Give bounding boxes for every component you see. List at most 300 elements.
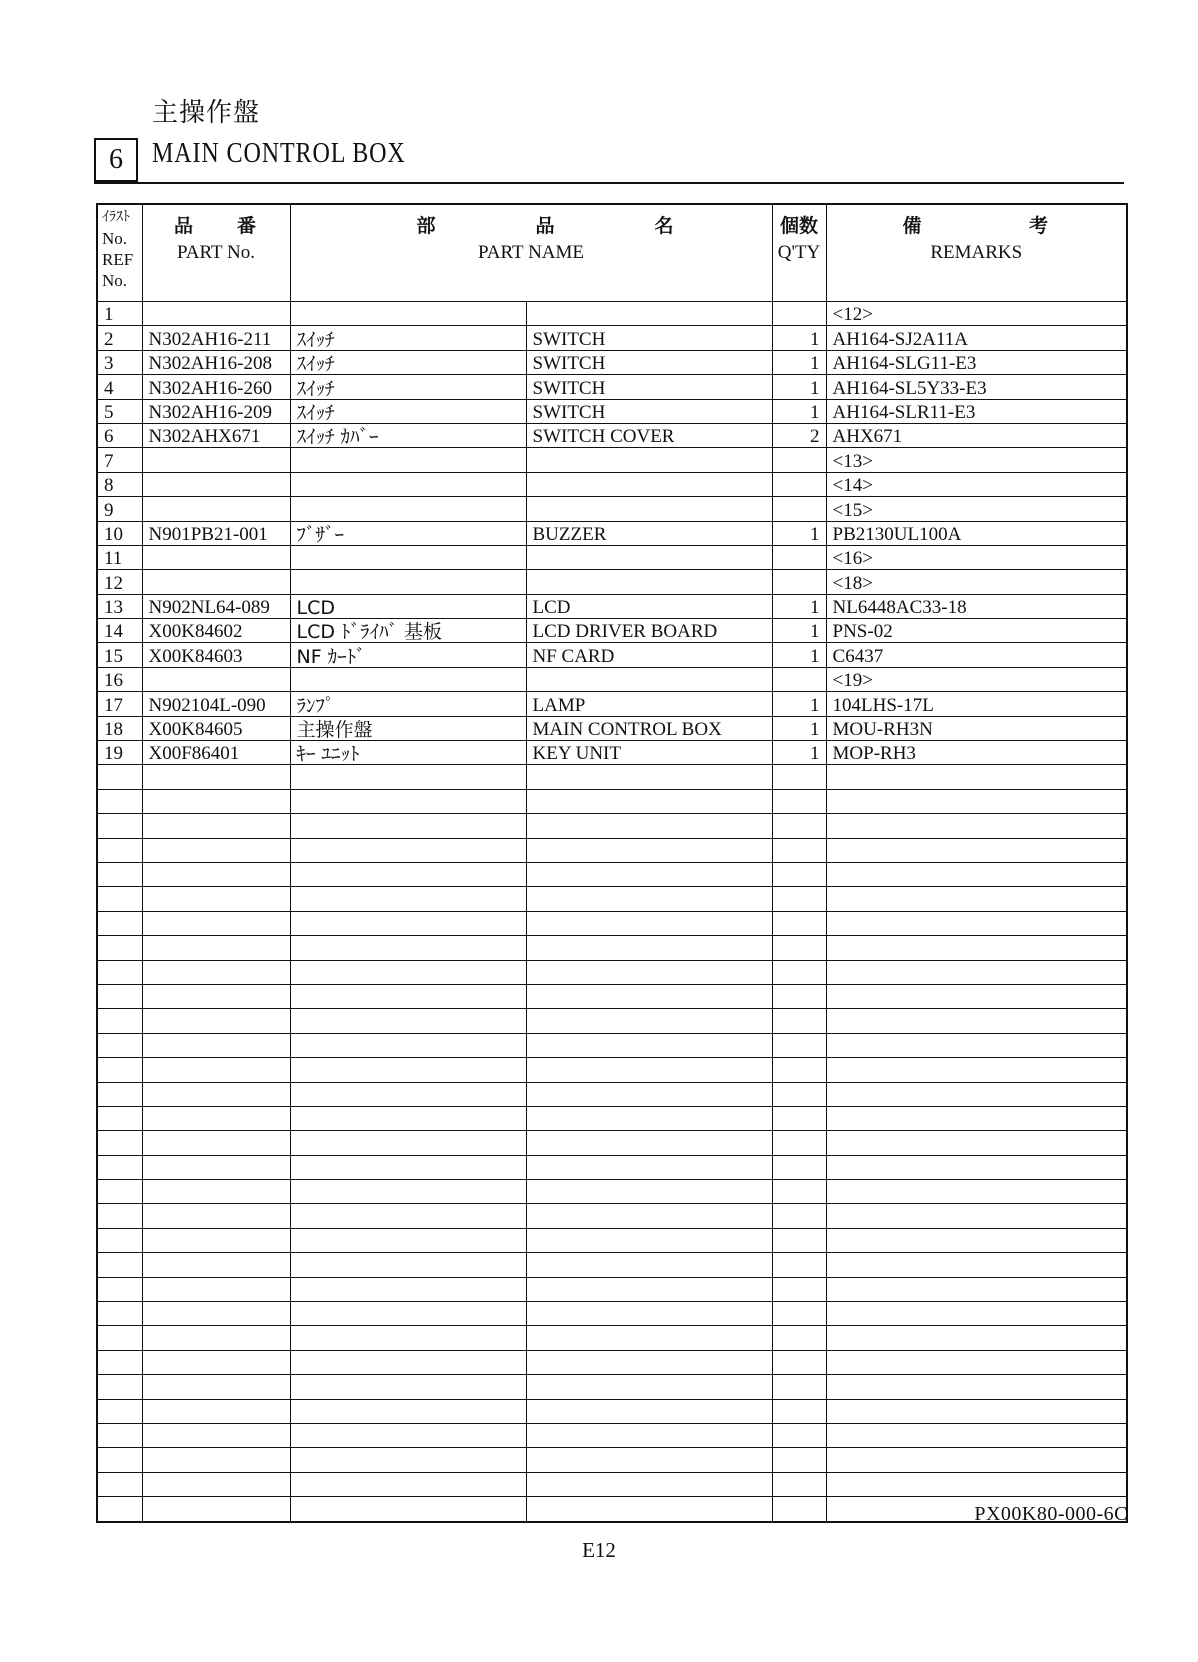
empty-cell [142, 1277, 290, 1301]
cell-part-no: N302AHX671 [142, 423, 290, 447]
cell-part-no: X00K84602 [142, 619, 290, 643]
empty-cell [290, 887, 526, 911]
cell-ref: 4 [97, 375, 142, 399]
empty-cell [826, 1472, 1127, 1496]
cell-ref: 1 [97, 302, 142, 326]
cell-part-no: N302AH16-209 [142, 399, 290, 423]
cell-qty [772, 497, 826, 521]
empty-cell [772, 814, 826, 838]
cell-name-jp: ｽｲｯﾁ [290, 326, 526, 350]
header-ref-line3: REF [102, 250, 134, 269]
empty-cell [142, 1497, 290, 1522]
header-ref-line4: No. [102, 271, 128, 290]
empty-cell [142, 1033, 290, 1057]
empty-cell [772, 1399, 826, 1423]
header-remarks-jp1: 備 [902, 215, 924, 237]
header-ref-line2: No. [102, 229, 128, 248]
cell-remarks: NL6448AC33-18 [826, 594, 1127, 618]
cell-remarks: AHX671 [826, 423, 1127, 447]
empty-cell [772, 1058, 826, 1082]
header-remarks-jp2: 考 [1029, 215, 1051, 237]
empty-cell [290, 1228, 526, 1252]
empty-cell [526, 1472, 772, 1496]
empty-cell [142, 1350, 290, 1374]
cell-part-no [142, 497, 290, 521]
cell-part-no: N902104L-090 [142, 692, 290, 716]
header-remarks-en: REMARKS [930, 242, 1023, 263]
empty-cell [97, 1204, 142, 1228]
empty-cell [772, 1350, 826, 1374]
empty-cell [826, 1082, 1127, 1106]
empty-cell [290, 814, 526, 838]
empty-cell [772, 960, 826, 984]
empty-cell [142, 862, 290, 886]
cell-remarks: AH164-SJ2A11A [826, 326, 1127, 350]
empty-table-row [97, 936, 1127, 960]
empty-cell [97, 1472, 142, 1496]
cell-part-no: N302AH16-208 [142, 350, 290, 374]
cell-qty: 1 [772, 716, 826, 740]
empty-cell [772, 1131, 826, 1155]
empty-cell [142, 838, 290, 862]
cell-name-jp [290, 497, 526, 521]
empty-cell [826, 765, 1127, 789]
empty-cell [526, 814, 772, 838]
empty-cell [772, 1302, 826, 1326]
empty-cell [97, 1009, 142, 1033]
cell-name-en: SWITCH [526, 399, 772, 423]
empty-cell [97, 838, 142, 862]
empty-cell [290, 1253, 526, 1277]
empty-cell [290, 1448, 526, 1472]
empty-cell [772, 1253, 826, 1277]
empty-cell [826, 838, 1127, 862]
cell-name-jp [290, 545, 526, 569]
empty-cell [526, 1253, 772, 1277]
cell-qty: 1 [772, 692, 826, 716]
empty-cell [526, 1375, 772, 1399]
cell-part-no: X00K84605 [142, 716, 290, 740]
empty-cell [526, 1033, 772, 1057]
empty-cell [772, 984, 826, 1008]
cell-name-en [526, 545, 772, 569]
table-row [97, 350, 1127, 374]
header-part-name-jp1: 部 [416, 215, 438, 237]
empty-cell [97, 936, 142, 960]
cell-qty: 1 [772, 521, 826, 545]
cell-name-en [526, 667, 772, 691]
empty-cell [142, 1204, 290, 1228]
empty-cell [290, 936, 526, 960]
empty-cell [290, 862, 526, 886]
cell-qty: 1 [772, 619, 826, 643]
empty-cell [97, 1302, 142, 1326]
empty-cell [772, 936, 826, 960]
empty-cell [290, 1277, 526, 1301]
empty-cell [526, 1228, 772, 1252]
empty-table-row [97, 838, 1127, 862]
cell-name-en [526, 302, 772, 326]
empty-cell [97, 1058, 142, 1082]
empty-cell [772, 1277, 826, 1301]
cell-name-en [526, 472, 772, 496]
parts-table [96, 203, 1128, 1523]
empty-table-row [97, 1082, 1127, 1106]
empty-table-row [97, 1302, 1127, 1326]
cell-qty: 1 [772, 594, 826, 618]
empty-cell [142, 1131, 290, 1155]
empty-cell [526, 887, 772, 911]
header-remarks [826, 204, 1127, 302]
empty-table-row [97, 1033, 1127, 1057]
cell-qty [772, 570, 826, 594]
table-row [97, 667, 1127, 691]
empty-cell [526, 1106, 772, 1130]
empty-table-row [97, 1448, 1127, 1472]
cell-part-no: N902NL64-089 [142, 594, 290, 618]
empty-cell [826, 1326, 1127, 1350]
cell-ref: 14 [97, 619, 142, 643]
cell-name-jp: LCD [290, 594, 526, 618]
empty-cell [826, 960, 1127, 984]
cell-ref: 18 [97, 716, 142, 740]
empty-cell [526, 1399, 772, 1423]
cell-name-jp: ﾗﾝﾌﾟ [290, 692, 526, 716]
cell-ref: 19 [97, 741, 142, 765]
table-row [97, 448, 1127, 472]
empty-cell [826, 814, 1127, 838]
cell-part-no: X00K84603 [142, 643, 290, 667]
cell-name-en: LAMP [526, 692, 772, 716]
cell-name-en: LCD [526, 594, 772, 618]
empty-cell [97, 862, 142, 886]
empty-cell [142, 1082, 290, 1106]
empty-cell [97, 1131, 142, 1155]
empty-cell [97, 1155, 142, 1179]
empty-cell [526, 1277, 772, 1301]
empty-cell [290, 1302, 526, 1326]
empty-cell [826, 1302, 1127, 1326]
cell-qty: 1 [772, 350, 826, 374]
empty-cell [290, 1106, 526, 1130]
empty-cell [826, 911, 1127, 935]
cell-name-jp [290, 302, 526, 326]
cell-part-no: X00F86401 [142, 741, 290, 765]
empty-cell [142, 984, 290, 1008]
cell-qty [772, 667, 826, 691]
empty-cell [97, 1448, 142, 1472]
empty-cell [772, 911, 826, 935]
empty-cell [142, 1399, 290, 1423]
empty-cell [826, 1253, 1127, 1277]
table-row [97, 472, 1127, 496]
empty-cell [142, 1472, 290, 1496]
cell-name-en: NF CARD [526, 643, 772, 667]
empty-cell [97, 1228, 142, 1252]
header-qty [772, 204, 826, 302]
cell-ref: 5 [97, 399, 142, 423]
empty-cell [826, 1375, 1127, 1399]
empty-cell [290, 838, 526, 862]
empty-cell [826, 1009, 1127, 1033]
empty-cell [826, 1277, 1127, 1301]
cell-part-no [142, 302, 290, 326]
japanese-title: 主操作盤 [152, 98, 261, 128]
empty-table-row [97, 1350, 1127, 1374]
table-row [97, 545, 1127, 569]
empty-cell [772, 1204, 826, 1228]
empty-cell [826, 984, 1127, 1008]
cell-name-jp: ｽｲｯﾁ ｶﾊﾞｰ [290, 423, 526, 447]
empty-cell [526, 1155, 772, 1179]
empty-cell [826, 1350, 1127, 1374]
cell-qty [772, 545, 826, 569]
empty-cell [290, 1472, 526, 1496]
empty-cell [526, 984, 772, 1008]
empty-cell [97, 1277, 142, 1301]
empty-cell [97, 1497, 142, 1522]
empty-cell [526, 1423, 772, 1447]
cell-remarks: <19> [826, 667, 1127, 691]
empty-cell [290, 1204, 526, 1228]
cell-name-jp: NF ｶｰﾄﾞ [290, 643, 526, 667]
cell-remarks: MOP-RH3 [826, 741, 1127, 765]
empty-cell [526, 960, 772, 984]
empty-cell [526, 838, 772, 862]
empty-table-row [97, 1131, 1127, 1155]
empty-table-row [97, 1423, 1127, 1447]
cell-ref: 16 [97, 667, 142, 691]
table-row [97, 497, 1127, 521]
empty-cell [826, 1228, 1127, 1252]
empty-cell [826, 1399, 1127, 1423]
empty-cell [97, 960, 142, 984]
empty-table-row [97, 1106, 1127, 1130]
table-row [97, 643, 1127, 667]
empty-table-row [97, 862, 1127, 886]
empty-cell [142, 936, 290, 960]
empty-cell [772, 862, 826, 886]
empty-cell [97, 765, 142, 789]
empty-cell [826, 1155, 1127, 1179]
empty-cell [97, 1253, 142, 1277]
empty-cell [826, 887, 1127, 911]
empty-cell [142, 1180, 290, 1204]
cell-name-jp [290, 472, 526, 496]
empty-cell [142, 960, 290, 984]
empty-table-row [97, 1375, 1127, 1399]
cell-remarks: MOU-RH3N [826, 716, 1127, 740]
section-title: MAIN CONTROL BOX [152, 138, 406, 169]
empty-cell [142, 1253, 290, 1277]
empty-cell [772, 789, 826, 813]
empty-cell [142, 887, 290, 911]
table-row [97, 741, 1127, 765]
cell-part-no [142, 448, 290, 472]
cell-qty: 1 [772, 326, 826, 350]
cell-name-en: MAIN CONTROL BOX [526, 716, 772, 740]
empty-cell [772, 1009, 826, 1033]
empty-cell [142, 1448, 290, 1472]
empty-cell [97, 984, 142, 1008]
cell-ref: 15 [97, 643, 142, 667]
empty-cell [290, 911, 526, 935]
empty-cell [526, 862, 772, 886]
cell-name-jp: ｽｲｯﾁ [290, 375, 526, 399]
empty-cell [142, 1228, 290, 1252]
header-part-name-en: PART NAME [477, 242, 585, 263]
empty-cell [772, 1472, 826, 1496]
empty-table-row [97, 1277, 1127, 1301]
empty-cell [772, 1155, 826, 1179]
cell-part-no [142, 667, 290, 691]
header-qty-en: Q'TY [777, 242, 821, 263]
empty-cell [526, 1326, 772, 1350]
empty-table-row [97, 1009, 1127, 1033]
empty-table-row [97, 911, 1127, 935]
empty-cell [142, 1375, 290, 1399]
empty-cell [526, 936, 772, 960]
cell-qty: 1 [772, 643, 826, 667]
empty-cell [826, 1106, 1127, 1130]
empty-cell [290, 960, 526, 984]
empty-cell [142, 1423, 290, 1447]
empty-cell [290, 1180, 526, 1204]
table-row [97, 375, 1127, 399]
cell-qty: 1 [772, 375, 826, 399]
empty-table-row [97, 814, 1127, 838]
empty-cell [97, 1082, 142, 1106]
empty-cell [97, 887, 142, 911]
cell-ref: 8 [97, 472, 142, 496]
empty-cell [772, 1375, 826, 1399]
cell-part-no: N901PB21-001 [142, 521, 290, 545]
empty-cell [526, 1204, 772, 1228]
empty-cell [290, 1350, 526, 1374]
empty-cell [290, 1423, 526, 1447]
table-row [97, 302, 1127, 326]
empty-table-row [97, 1399, 1127, 1423]
cell-name-en: KEY UNIT [526, 741, 772, 765]
cell-name-jp: ｽｲｯﾁ [290, 350, 526, 374]
empty-cell [97, 1326, 142, 1350]
cell-qty: 1 [772, 399, 826, 423]
empty-cell [290, 1033, 526, 1057]
cell-name-en: BUZZER [526, 521, 772, 545]
cell-part-no [142, 472, 290, 496]
empty-cell [142, 789, 290, 813]
cell-remarks: AH164-SLG11-E3 [826, 350, 1127, 374]
empty-cell [772, 1448, 826, 1472]
empty-cell [290, 765, 526, 789]
empty-cell [97, 1399, 142, 1423]
header-part-name [290, 204, 772, 302]
cell-remarks: AH164-SL5Y33-E3 [826, 375, 1127, 399]
empty-cell [526, 1350, 772, 1374]
empty-cell [290, 1497, 526, 1522]
empty-cell [142, 1326, 290, 1350]
cell-remarks: <14> [826, 472, 1127, 496]
empty-cell [772, 1497, 826, 1522]
empty-cell [290, 1131, 526, 1155]
empty-cell [526, 765, 772, 789]
empty-cell [526, 1497, 772, 1522]
header-qty-jp: 個数 [780, 215, 819, 237]
empty-cell [526, 1448, 772, 1472]
empty-table-row [97, 1228, 1127, 1252]
cell-ref: 3 [97, 350, 142, 374]
cell-name-jp: ｽｲｯﾁ [290, 399, 526, 423]
cell-ref: 11 [97, 545, 142, 569]
empty-cell [290, 1326, 526, 1350]
cell-name-en: SWITCH COVER [526, 423, 772, 447]
cell-ref: 10 [97, 521, 142, 545]
cell-name-en: SWITCH [526, 375, 772, 399]
empty-cell [526, 1009, 772, 1033]
empty-cell [526, 1058, 772, 1082]
empty-table-row [97, 1155, 1127, 1179]
page-number: E12 [582, 1538, 616, 1562]
empty-table-row [97, 984, 1127, 1008]
empty-cell [826, 862, 1127, 886]
empty-cell [142, 765, 290, 789]
empty-cell [826, 1058, 1127, 1082]
empty-cell [290, 1375, 526, 1399]
empty-cell [290, 1058, 526, 1082]
cell-name-jp [290, 448, 526, 472]
cell-qty [772, 448, 826, 472]
cell-qty [772, 302, 826, 326]
empty-cell [97, 1375, 142, 1399]
cell-part-no: N302AH16-260 [142, 375, 290, 399]
cell-name-en: SWITCH [526, 326, 772, 350]
empty-table-row [97, 1326, 1127, 1350]
empty-cell [142, 1009, 290, 1033]
empty-cell [142, 1106, 290, 1130]
empty-table-row [97, 1204, 1127, 1228]
empty-cell [97, 1350, 142, 1374]
empty-cell [772, 765, 826, 789]
empty-cell [826, 1423, 1127, 1447]
cell-remarks: <15> [826, 497, 1127, 521]
header-part-name-jp2: 品 [535, 215, 557, 237]
empty-cell [290, 1155, 526, 1179]
cell-part-no [142, 545, 290, 569]
table-row [97, 570, 1127, 594]
empty-cell [772, 887, 826, 911]
empty-cell [772, 838, 826, 862]
empty-cell [772, 1228, 826, 1252]
cell-ref: 6 [97, 423, 142, 447]
empty-cell [290, 1399, 526, 1423]
cell-qty [772, 472, 826, 496]
cell-name-en [526, 570, 772, 594]
cell-ref: 9 [97, 497, 142, 521]
empty-cell [526, 1131, 772, 1155]
empty-cell [826, 936, 1127, 960]
table-row [97, 423, 1127, 447]
cell-ref: 17 [97, 692, 142, 716]
empty-cell [290, 789, 526, 813]
header-ref-no [97, 204, 142, 302]
empty-cell [97, 814, 142, 838]
cell-qty: 1 [772, 741, 826, 765]
empty-cell [772, 1082, 826, 1106]
empty-cell [826, 1448, 1127, 1472]
empty-table-row [97, 1472, 1127, 1496]
empty-cell [97, 911, 142, 935]
cell-name-jp [290, 570, 526, 594]
